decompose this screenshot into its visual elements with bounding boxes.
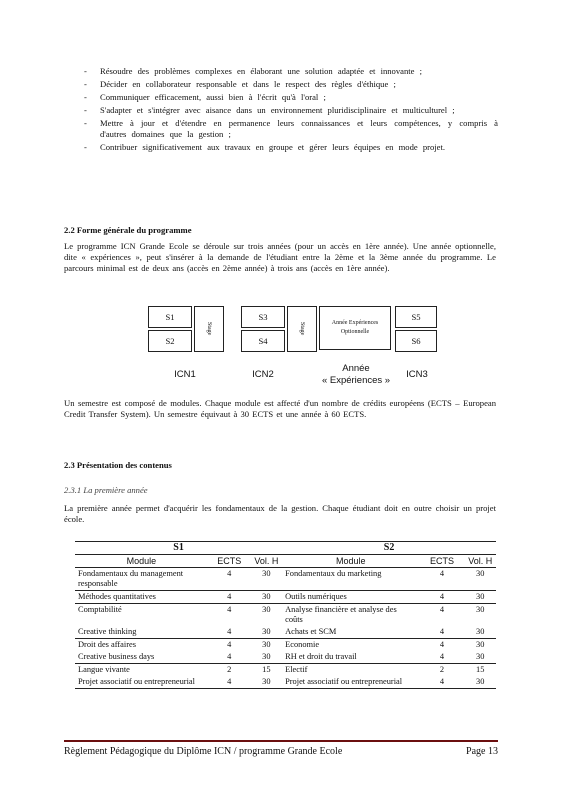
vol-cell: 15	[464, 664, 496, 677]
column-header-row	[75, 555, 496, 568]
table-row	[75, 591, 496, 604]
ects-cell: 4	[419, 639, 464, 652]
footer-title: Règlement Pédagogique du Diplôme ICN / programme Grande Ecole	[64, 746, 343, 757]
vol-cell: 30	[262, 627, 271, 636]
ects-cell: 4	[208, 604, 251, 627]
ects-cell: 2	[208, 664, 251, 677]
vol-cell: 15	[251, 664, 283, 677]
section-heading-2-3: 2.3 Présentation des contenus	[64, 460, 172, 470]
table-row	[75, 651, 496, 664]
module-cell: Outils numériques	[282, 591, 419, 604]
module-cell: Fondamentaux du management responsable	[75, 568, 208, 591]
table-row	[75, 626, 496, 639]
ects-cell: 4	[208, 591, 251, 604]
vol-cell: 30	[262, 677, 271, 686]
page-number: Page 13	[466, 746, 498, 757]
box-s5: S5	[395, 306, 437, 328]
vol-cell: 30	[251, 639, 283, 652]
module-cell: Creative thinking	[78, 627, 137, 636]
list-item: - Résoudre des problèmes complexes en élaborant une solution adaptée et innovante ;	[78, 66, 498, 77]
paragraph-ects: Un semestre est composé de modules. Chaque module est affecté d'un nombre de crédits européens (ECTS – European Credit Transfer System). Un semestre équivaut à 30 ECTS et une année à 60 ECTS.	[64, 398, 496, 419]
ects-cell: 4	[439, 627, 445, 636]
vol-cell: 30	[262, 652, 271, 661]
header-vol: Vol. H	[464, 555, 496, 568]
module-cell: RH et droit du travail	[285, 652, 357, 661]
list-item: - Mettre à jour et d'étendre en permanence leurs connaissances et leurs compétences, y compris à d'autres domaines que la gestion ;	[78, 118, 498, 140]
module-cell: Creative business days	[78, 652, 155, 661]
ects-cell: 4	[419, 591, 464, 604]
vol-cell: 30	[476, 627, 485, 636]
table-row	[75, 568, 496, 591]
page-footer	[64, 740, 498, 757]
competency-list	[78, 66, 498, 155]
ects-cell: 4	[227, 677, 232, 686]
semester-s1-header: S1	[75, 542, 282, 555]
label-icn3: ICN3	[406, 369, 428, 380]
label-experiences: « Expériences »	[321, 375, 391, 386]
module-cell: Fondamentaux du marketing	[282, 568, 419, 591]
module-cell: Droit des affaires	[75, 639, 208, 652]
module-cell: Comptabilité	[75, 604, 208, 627]
ects-cell: 2	[419, 664, 464, 677]
ects-cell: 4	[439, 677, 445, 686]
module-cell: Electif	[282, 664, 419, 677]
module-cell: Achats et SCM	[285, 627, 337, 636]
list-item: - Décider en collaborateur responsable et dans le respect des règles d'éthique ;	[78, 79, 498, 90]
box-s2: S2	[148, 330, 192, 352]
vol-cell: 30	[464, 604, 496, 627]
ects-cell: 4	[208, 568, 251, 591]
list-item: - Communiquer efficacement, aussi bien à l'écrit qu'à l'oral ;	[78, 92, 498, 103]
paragraph-program-form: Le programme ICN Grande Ecole se déroule sur trois années (pour un accès en 1ère année). Une année optionnelle, dite « expériences », peut s'insérer à la demande de l'étudiant entre la 2ème et la 3ème année du programme. Le parcours minimal est de deux ans (accès en 2ème année) à trois ans (accès en 1ère année).	[64, 241, 496, 273]
table-row	[75, 676, 496, 689]
module-cell: Projet associatif ou entrepreneurial	[285, 677, 403, 686]
header-module: Module	[282, 555, 419, 568]
header-module: Module	[75, 555, 208, 568]
module-cell: Langue vivante	[75, 664, 208, 677]
vol-cell: 30	[251, 604, 283, 627]
ects-cell: 4	[419, 604, 464, 627]
box-annee-experiences: Année Expériences Optionnelle	[319, 306, 391, 350]
ects-cell: 4	[439, 652, 445, 661]
box-stage-1: Stage	[194, 306, 224, 352]
label-annee: Année	[342, 363, 370, 374]
header-ects: ECTS	[419, 555, 464, 568]
box-stage-2: Stage	[287, 306, 317, 352]
vol-cell: 30	[464, 591, 496, 604]
box-s3: S3	[241, 306, 285, 328]
header-ects: ECTS	[208, 555, 251, 568]
ects-cell: 4	[419, 568, 464, 591]
table-row	[75, 639, 496, 652]
vol-cell: 30	[464, 639, 496, 652]
subsection-heading: 2.3.1 La première année	[64, 485, 148, 495]
section-heading-2-2: 2.2 Forme générale du programme	[64, 225, 192, 235]
curriculum-table	[75, 541, 496, 689]
semester-s2-header: S2	[282, 542, 496, 555]
module-cell: Projet associatif ou entrepreneurial	[78, 677, 195, 686]
list-item: - Contribuer significativement aux travaux en groupe et gérer leurs équipes en mode projet.	[78, 142, 498, 153]
box-s1: S1	[148, 306, 192, 328]
list-item: - S'adapter et s'intégrer avec aisance dans un environnement pluridisciplinaire et multiculturel ;	[78, 105, 498, 116]
vol-cell: 30	[476, 677, 485, 686]
ects-cell: 4	[227, 652, 232, 661]
paragraph-first-year: La première année permet d'acquérir les fondamentaux de la gestion. Chaque étudiant doit en outre choisir un projet école.	[64, 503, 496, 524]
box-s4: S4	[241, 330, 285, 352]
module-cell: Economie	[282, 639, 419, 652]
semester-header-row	[75, 542, 496, 555]
label-icn1: ICN1	[174, 369, 196, 380]
ects-cell: 4	[227, 627, 232, 636]
vol-cell: 30	[464, 568, 496, 591]
table-row	[75, 604, 496, 627]
label-icn2: ICN2	[252, 369, 274, 380]
ects-cell: 4	[208, 639, 251, 652]
vol-cell: 30	[251, 591, 283, 604]
table-row	[75, 664, 496, 677]
vol-cell: 30	[251, 568, 283, 591]
module-cell: Analyse financière et analyse des coûts	[282, 604, 419, 627]
header-vol: Vol. H	[251, 555, 283, 568]
box-s6: S6	[395, 330, 437, 352]
vol-cell: 30	[476, 652, 485, 661]
module-cell: Méthodes quantitatives	[75, 591, 208, 604]
